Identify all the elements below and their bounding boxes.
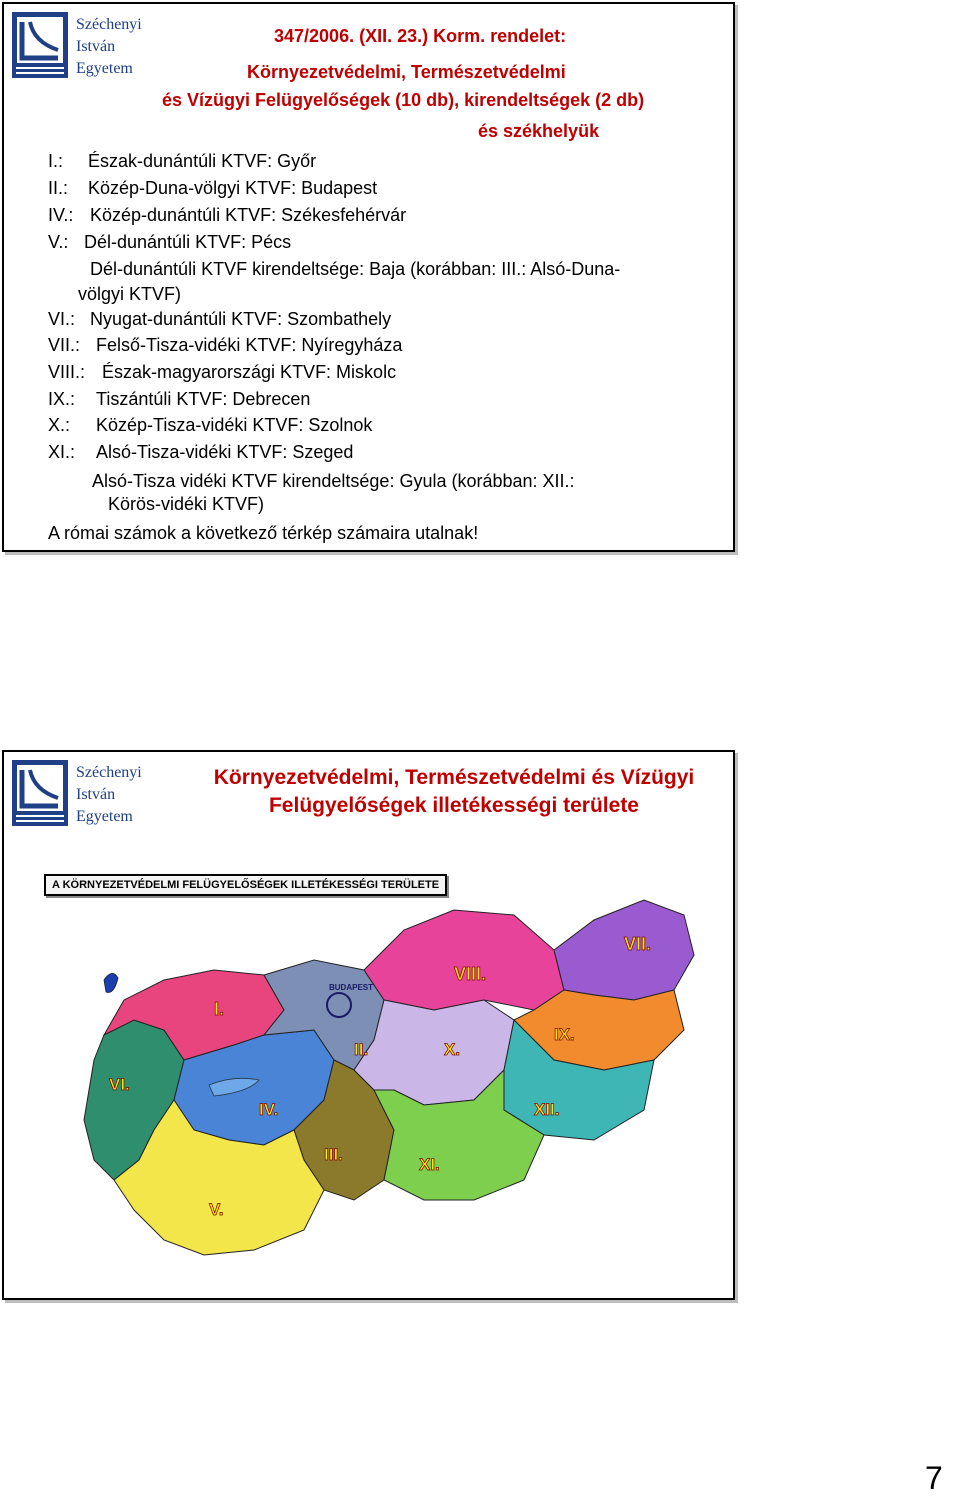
list-item: VI.: Nyugat-dunántúli KTVF: Szombathely xyxy=(48,309,392,329)
slide-2 xyxy=(2,750,735,1300)
list-item: VIII.: Észak-magyarországi KTVF: Miskolc xyxy=(48,362,397,382)
logo-line-2: István xyxy=(76,38,116,55)
list-item: X.: Közép-Tisza-vidéki KTVF: Szolnok xyxy=(48,415,373,435)
page-number: 7 xyxy=(925,1460,943,1496)
region-label-IX: IX. xyxy=(554,1025,575,1044)
logo-line-1: Széchenyi xyxy=(76,764,142,781)
lake-ferto-icon xyxy=(104,973,118,992)
logo-line-3: Egyetem xyxy=(76,60,133,77)
list-item: Körös-vidéki KTVF) xyxy=(108,494,265,514)
list-item: IX.: Tiszántúli KTVF: Debrecen xyxy=(48,389,311,409)
region-label-II: II. xyxy=(354,1040,369,1059)
region-label-VI: VI. xyxy=(109,1075,130,1094)
region-label-VII: VII. xyxy=(624,934,652,954)
list-item: XI.: Alsó-Tisza-vidéki KTVF: Szeged xyxy=(48,442,354,462)
list-item: VII.: Felső-Tisza-vidéki KTVF: Nyíregyháza xyxy=(48,335,403,355)
region-VIII xyxy=(364,910,564,1010)
region-label-XII: XII. xyxy=(534,1100,560,1119)
region-label-V: V. xyxy=(209,1200,224,1219)
university-logo xyxy=(12,12,162,84)
region-label-I: I. xyxy=(214,999,225,1019)
list-item: Alsó-Tisza vidéki KTVF kirendeltsége: Gyula (korábban: XII.: xyxy=(92,471,575,491)
logo-mark-icon xyxy=(12,12,68,78)
logo-line-1: Széchenyi xyxy=(76,16,142,33)
logo-line-3: Egyetem xyxy=(76,808,133,825)
university-logo xyxy=(12,760,162,832)
region-label-XI: XI. xyxy=(419,1155,440,1174)
slide-1-subtitle-3: és székhelyük xyxy=(478,121,600,141)
map-title: A KÖRNYEZETVÉDELMI FELÜGYELŐSÉGEK ILLETÉKESSÉGI TERÜLETE xyxy=(44,874,447,896)
logo-line-2: István xyxy=(76,786,116,803)
list-item: völgyi KTVF) xyxy=(78,284,182,304)
list-item: Dél-dunántúli KTVF kirendeltsége: Baja (korábban: III.: Alsó-Duna- xyxy=(90,259,621,279)
slide-1 xyxy=(2,2,735,552)
slide-1-footer: A római számok a következő térkép számaira utalnak! xyxy=(48,523,479,543)
slide-1-subtitle-2: és Vízügyi Felügyelőségek (10 db), kirendeltségek (2 db) xyxy=(162,90,645,110)
list-item: IV.: Közép-dunántúli KTVF: Székesfehérvár xyxy=(48,205,407,225)
list-item: V.: Dél-dunántúli KTVF: Pécs xyxy=(48,232,292,252)
region-label-IV: IV. xyxy=(259,1100,279,1119)
slide-2-title: Környezetvédelmi, Természetvédelmi és Vízügyi Felügyelőségek illetékességi területe xyxy=(213,766,695,817)
hungary-map-svg xyxy=(34,860,714,1290)
hungary-map xyxy=(34,860,714,1290)
region-label-X: X. xyxy=(444,1040,461,1059)
list-item: I.: Észak-dunántúli KTVF: Győr xyxy=(48,151,317,171)
slide-1-title: 347/2006. (XII. 23.) Korm. rendelet: xyxy=(274,26,567,46)
region-label-III: III. xyxy=(324,1145,343,1164)
list-item: II.: Közép-Duna-völgyi KTVF: Budapest xyxy=(48,178,378,198)
slide-1-subtitle-1: Környezetvédelmi, Természetvédelmi xyxy=(247,62,566,82)
region-label-VIII: VIII. xyxy=(454,964,487,984)
logo-mark-icon xyxy=(12,760,68,826)
city-label-budapest: BUDAPEST xyxy=(329,983,374,992)
